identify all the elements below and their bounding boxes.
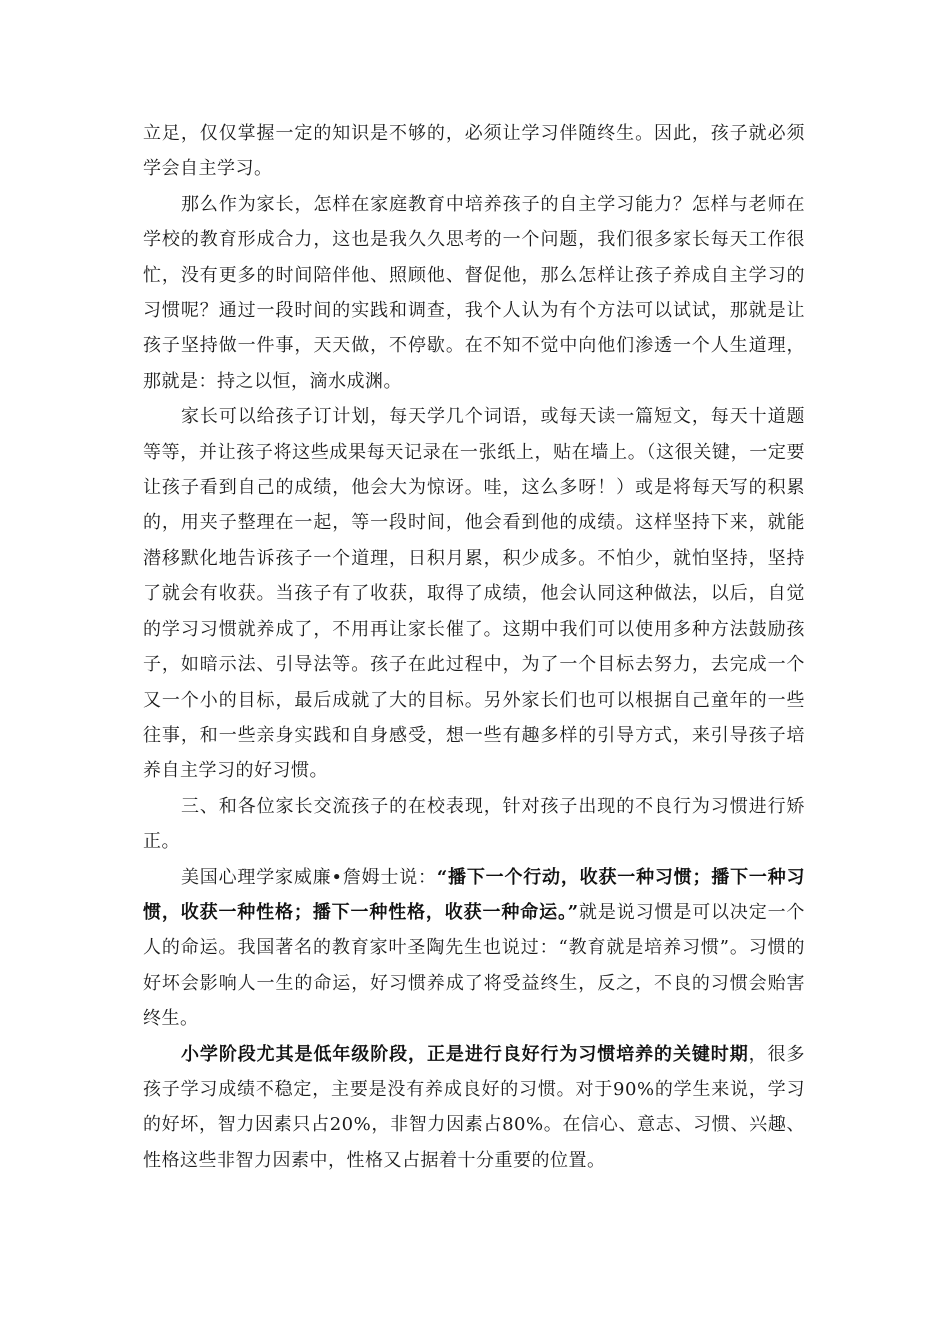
- paragraph-key-period: [143, 1037, 805, 1179]
- paragraph-parent-question: 那么作为家长，怎样在家庭教育中培养孩子的自主学习能力？怎样与老师在学校的教育形成合力，这也是我久久思考的一个问题，我们很多家长每天工作很忙，没有更多的时间陪伴他、照顾他、督促他，那么怎样让孩子养成自主学习的习惯呢？通过一段时间的实践和调查，我个人认为有个方法可以试试，那就是让孩子坚持做一件事，天天做，不停歇。在不知不觉中向他们渗透一个人生道理，那就是：持之以恒，滴水成渊。: [143, 193, 805, 392]
- key-period-tail: ，很多孩子学习成绩不稳定，主要是没有养成良好的习惯。对于90%的学生来说，学习的好坏，智力因素只占20%，非智力因素占80%。在信心、意志、习惯、兴趣、性格这些非智力因素中，性格又占据着十分重要的位置。: [143, 1043, 805, 1171]
- paragraph-james-quote: [143, 860, 805, 1037]
- paragraph-plan-method: 家长可以给孩子订计划，每天学几个词语，或每天读一篇短文，每天十道题等等，并让孩子将这些成果每天记录在一张纸上，贴在墙上。（这很关键，一定要让孩子看到自己的成绩，他会大为惊讶。哇，这么多呀！）或是将每天写的积累的，用夹子整理在一起，等一段时间，他会看到他的成绩。这样坚持下来，就能潜移默化地告诉孩子一个道理，日积月累，积少成多。不怕少，就怕坚持，坚持了就会有收获。当孩子有了收获，取得了成绩，他会认同这种做法，以后，自觉的学习习惯就养成了，不用再让家长催了。这期中我们可以使用多种方法鼓励孩子，如暗示法、引导法等。孩子在此过程中，为了一个目标去努力，去完成一个又一个小的目标，最后成就了大的目标。另外家长们也可以根据自己童年的一些往事，和一些亲身实践和自身感受，想一些有趣多样的引导方式，来引导孩子培养自主学习的好习惯。: [143, 406, 805, 782]
- document-body: [143, 116, 805, 1178]
- paragraph-section-three: 三、和各位家长交流孩子的在校表现，针对孩子出现的不良行为习惯进行矫正。: [143, 795, 805, 853]
- quote-tail: 就是说习惯是可以决定一个人的命运。我国著名的教育家叶圣陶先生也说过：“教育就是培养习惯”。习惯的好坏会影响人一生的命运，好习惯养成了将受益终生，反之，不良的习惯会贻害终生。: [143, 901, 806, 1030]
- paragraph-continuation: 立足，仅仅掌握一定的知识是不够的，必须让学习伴随终生。因此，孩子就必须学会自主学习。: [143, 123, 805, 180]
- quote-lead: 美国心理学家威廉•詹姆士说：: [181, 866, 437, 888]
- key-period-bold: 小学阶段尤其是低年级阶段，正是进行良好行为习惯培养的关键时期: [181, 1043, 749, 1065]
- quote-bold: “播下一个行动，收获一种习惯；播下一种习惯，收获一种性格；播下一种性格，收获一种命运。”: [143, 866, 805, 923]
